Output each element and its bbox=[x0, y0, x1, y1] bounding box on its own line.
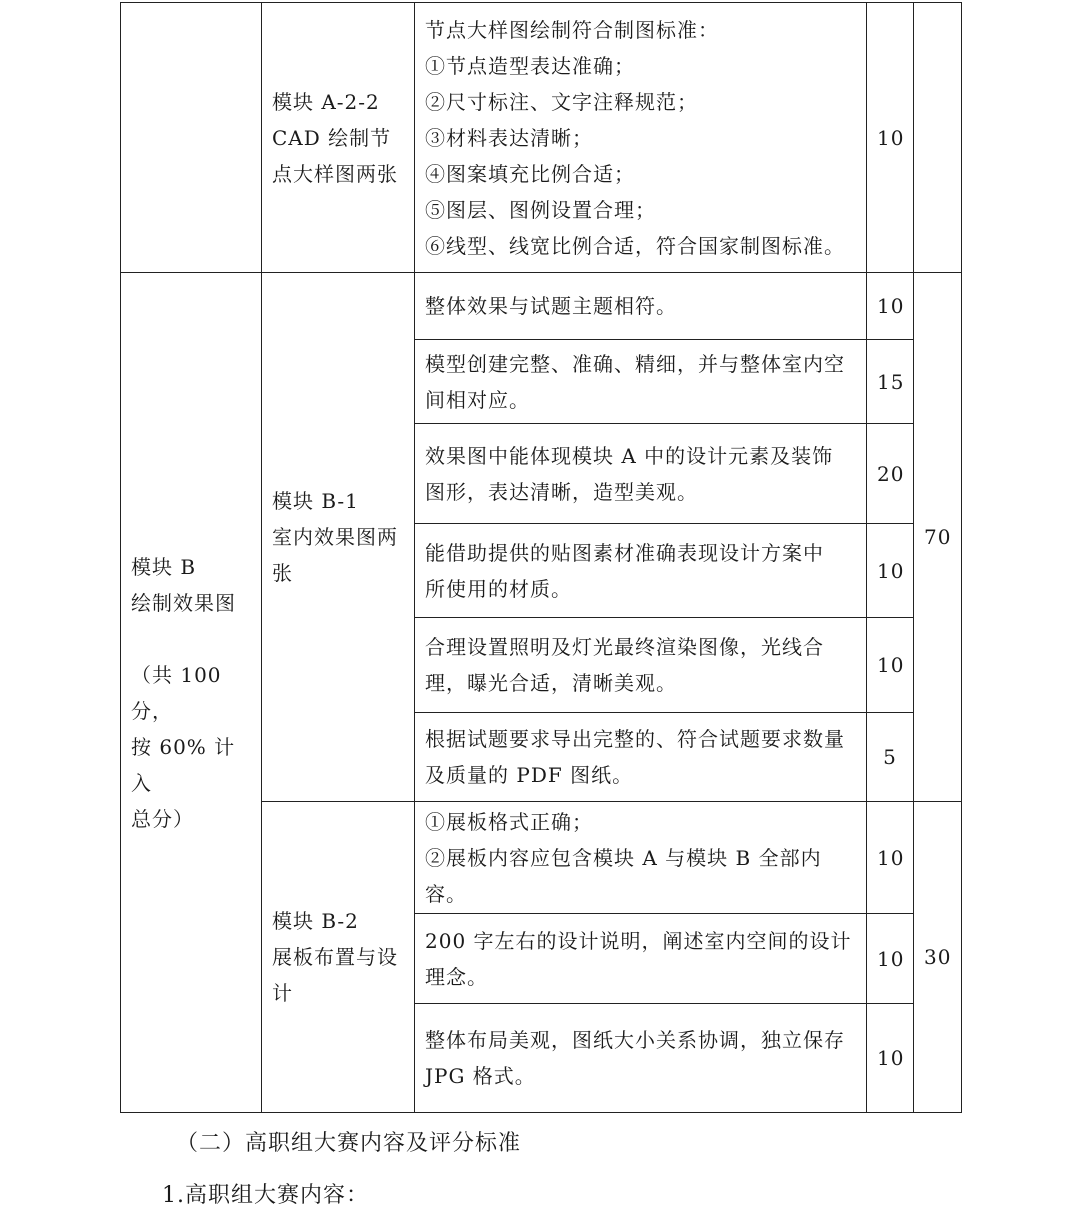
criteria-cell bbox=[415, 273, 867, 340]
submodule-line: 室内效果图两 bbox=[272, 525, 398, 549]
submodule-line: 模块 A-2-2 bbox=[272, 89, 380, 114]
criteria-line: 合理设置照明及灯光最终渲染图像，光线合 bbox=[425, 635, 824, 659]
criteria-line: 图形，表达清晰，造型美观。 bbox=[425, 479, 698, 504]
score-cell: 20 bbox=[867, 424, 914, 524]
submodule-line: 模块 B-1 bbox=[272, 489, 359, 513]
score-cell: 10 bbox=[867, 273, 914, 340]
criteria-line: 及质量的 PDF 图纸。 bbox=[425, 763, 634, 787]
score-cell: 10 bbox=[867, 914, 914, 1004]
table-row bbox=[121, 273, 962, 340]
criteria-line: 节点大样图绘制符合制图标准： bbox=[425, 17, 719, 42]
submodule-line: 点大样图两张 bbox=[272, 161, 398, 186]
submodule-line: 张 bbox=[272, 561, 293, 585]
criteria-cell bbox=[415, 802, 867, 914]
module-note-line: （共 100 分， bbox=[131, 662, 222, 723]
criteria-line: 模型创建完整、准确、精细，并与整体室内空 bbox=[425, 351, 845, 376]
section-heading: （二）高职组大赛内容及评分标准 bbox=[176, 1131, 522, 1156]
criteria-cell bbox=[415, 524, 867, 618]
criteria-line: 能借助提供的贴图素材准确表现设计方案中 bbox=[425, 540, 824, 565]
criteria-line: ⑥线型、线宽比例合适，符合国家制图标准。 bbox=[425, 233, 845, 258]
criteria-cell bbox=[415, 1004, 867, 1113]
score-cell: 5 bbox=[867, 713, 914, 802]
score-cell: 10 bbox=[867, 1004, 914, 1113]
criteria-line: ②展板内容应包含模块 A 与模块 B 全部内容。 bbox=[425, 845, 822, 906]
criteria-line: 根据试题要求导出完整的、符合试题要求数量 bbox=[425, 727, 845, 751]
submodule-cell bbox=[262, 3, 415, 273]
criteria-line: 效果图中能体现模块 A 中的设计元素及装饰 bbox=[425, 443, 834, 468]
scoring-table bbox=[120, 2, 962, 1113]
criteria-cell bbox=[415, 713, 867, 802]
score-cell: 10 bbox=[867, 618, 914, 713]
score-cell: 15 bbox=[867, 340, 914, 424]
criteria-line: ①展板格式正确； bbox=[425, 809, 593, 834]
module-cell-empty bbox=[121, 3, 262, 273]
criteria-line: 200 字左右的设计说明，阐述室内空间的设计 bbox=[425, 928, 852, 953]
criteria-cell bbox=[415, 3, 867, 273]
module-note bbox=[131, 657, 251, 837]
criteria-line: 整体效果与试题主题相符。 bbox=[425, 294, 677, 318]
criteria-line: ③材料表达清晰； bbox=[425, 125, 593, 150]
total-cell: 70 bbox=[914, 273, 962, 802]
criteria-line: 所使用的材质。 bbox=[425, 576, 572, 601]
score-cell: 10 bbox=[867, 3, 914, 273]
module-note-line: 按 60% 计入 bbox=[131, 734, 236, 795]
criteria-line: JPG 格式。 bbox=[425, 1064, 536, 1088]
criteria-line: 间相对应。 bbox=[425, 387, 530, 412]
module-line: 绘制效果图 bbox=[131, 590, 236, 615]
total-cell bbox=[914, 3, 962, 273]
criteria-line: 理念。 bbox=[425, 964, 488, 989]
criteria-cell bbox=[415, 340, 867, 424]
total-cell: 30 bbox=[914, 802, 962, 1113]
submodule-line: 展板布置与设 bbox=[272, 945, 398, 969]
criteria-cell bbox=[415, 914, 867, 1004]
module-line: 模块 B bbox=[131, 554, 197, 579]
criteria-cell bbox=[415, 424, 867, 524]
criteria-line: ①节点造型表达准确； bbox=[425, 53, 635, 78]
section-subheading: 1.高职组大赛内容： bbox=[162, 1183, 369, 1208]
submodule-cell bbox=[262, 802, 415, 1113]
criteria-line: ②尺寸标注、文字注释规范； bbox=[425, 89, 698, 114]
score-cell: 10 bbox=[867, 802, 914, 914]
score-cell: 10 bbox=[867, 524, 914, 618]
criteria-line: ④图案填充比例合适； bbox=[425, 161, 635, 186]
criteria-line: 整体布局美观，图纸大小关系协调，独立保存 bbox=[425, 1028, 845, 1052]
criteria-cell bbox=[415, 618, 867, 713]
module-note-line: 总分） bbox=[131, 806, 194, 831]
submodule-line: 模块 B-2 bbox=[272, 909, 359, 933]
table-row bbox=[121, 3, 962, 273]
submodule-line: CAD 绘制节 bbox=[272, 125, 392, 150]
criteria-line: ⑤图层、图例设置合理； bbox=[425, 197, 656, 222]
module-cell bbox=[121, 273, 262, 1113]
submodule-cell bbox=[262, 273, 415, 802]
submodule-line: 计 bbox=[272, 981, 293, 1005]
criteria-line: 理，曝光合适，清晰美观。 bbox=[425, 671, 677, 695]
